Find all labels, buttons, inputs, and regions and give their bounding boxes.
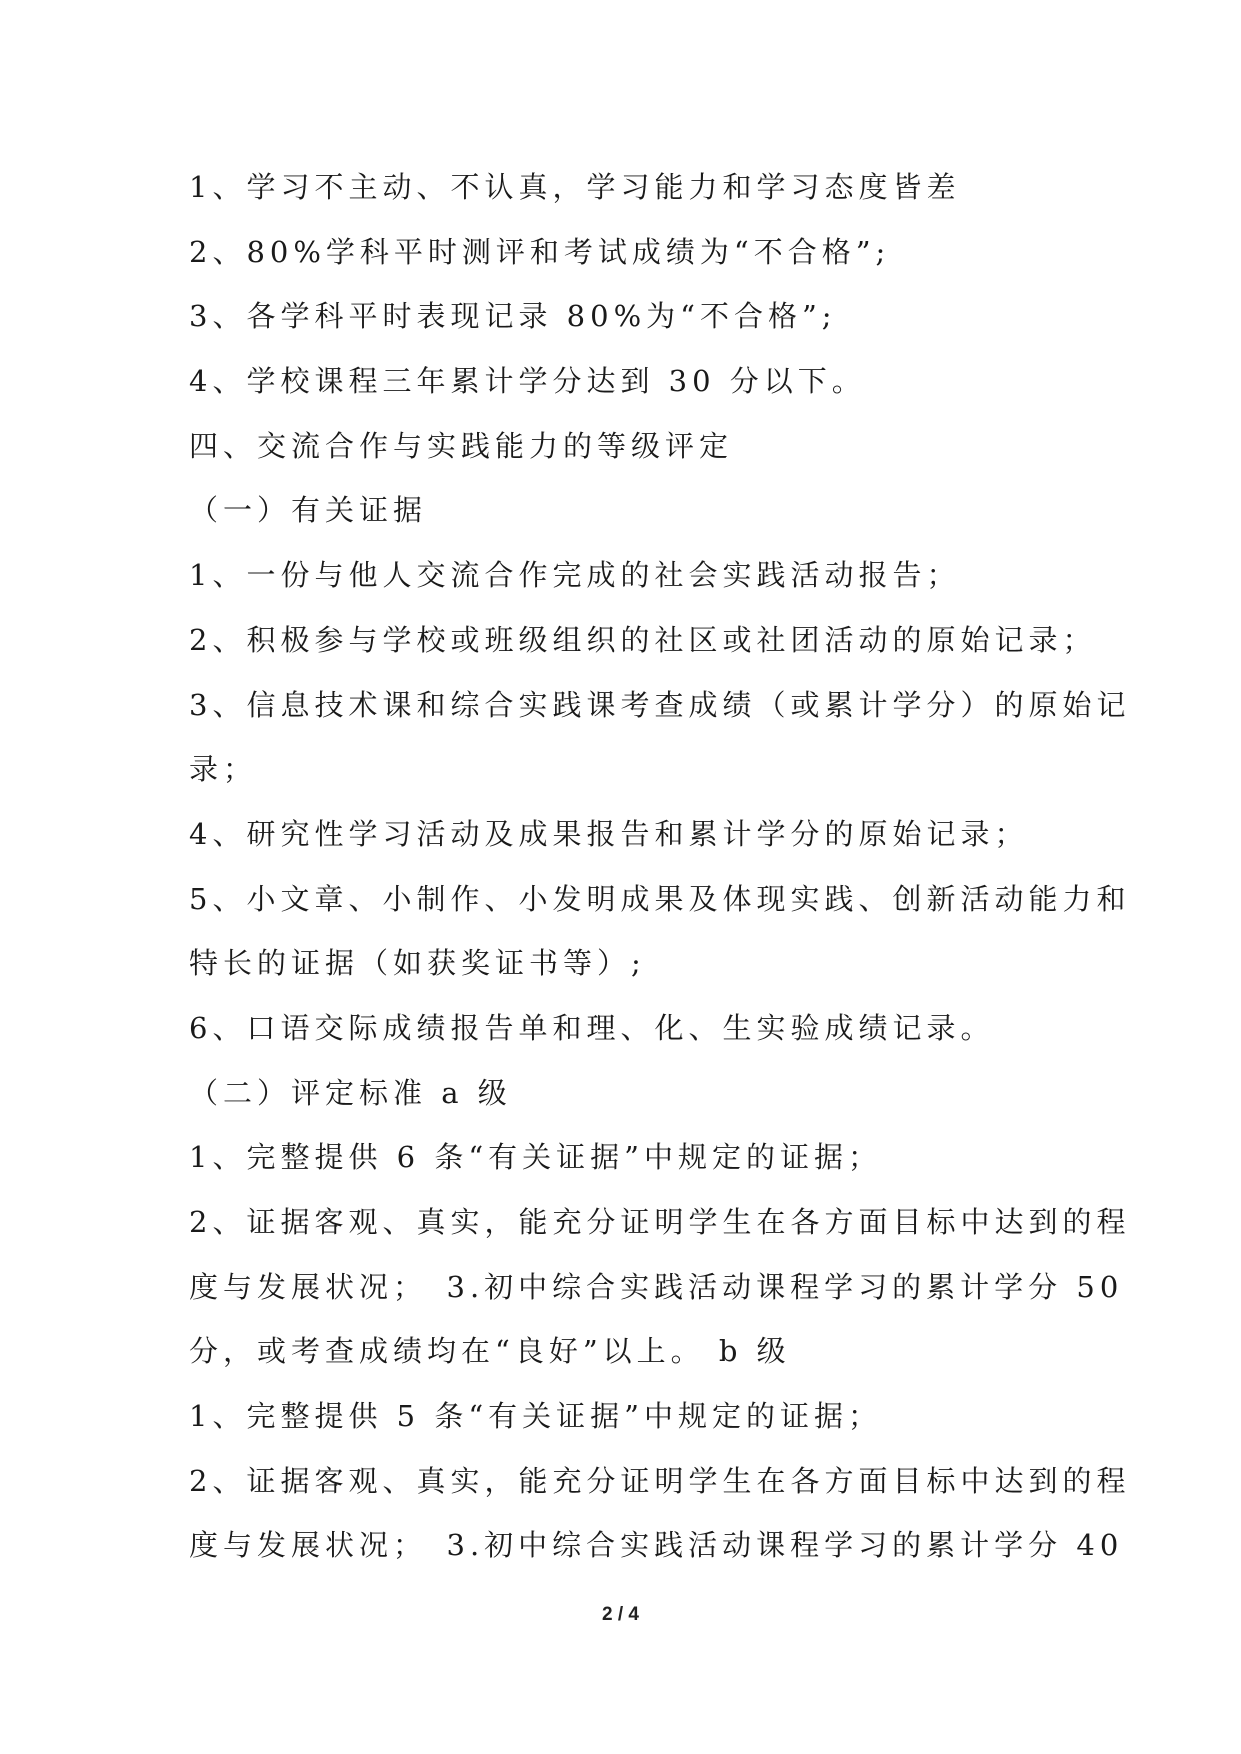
text-line: 2、证据客观、真实，能充分证明学生在各方面目标中达到的程 [189,1205,1131,1239]
text-line: 1、一份与他人交流合作完成的社会实践活动报告； [189,558,961,593]
document-body [189,155,1131,1578]
text-line: 5、小文章、小制作、小发明成果及体现实践、创新活动能力和 [189,881,1131,916]
text-line: 1、完整提供 5 条“有关证据”中规定的证据； [189,1399,882,1434]
text-line: 2、积极参与学校或班级组织的社区或社团活动的原始记录； [189,622,1097,657]
text-line: 2、证据客观、真实，能充分证明学生在各方面目标中达到的程 [189,1463,1131,1498]
text-line: 1、学习不主动、不认真，学习能力和学习态度皆差 [189,170,961,204]
text-line: 录； [189,752,258,787]
text-line: 2、80%学科平时测评和考试成绩为“不合格”; [189,234,891,269]
text-line: 度与发展状况； 3.初中综合实践活动课程学习的累计学分 50 [189,1269,1124,1304]
text-line: 4、学校课程三年累计学分达到 30 分以下。 [189,364,866,399]
text-line: 分，或考查成绩均在“良好”以上。 b 级 [189,1334,791,1369]
section-heading: 四、交流合作与实践能力的等级评定 [189,428,734,463]
text-line: 3、各学科平时表现记录 80%为“不合格”; [189,299,837,334]
page-number: 2 / 4 [602,1604,639,1625]
text-line: 特长的证据（如获奖证书等）; [189,946,646,981]
text-line: 3、信息技术课和综合实践课考查成绩（或累计学分）的原始记 [189,687,1131,722]
text-line: 1、完整提供 6 条“有关证据”中规定的证据； [189,1140,882,1175]
text-line: 度与发展状况； 3.初中综合实践活动课程学习的累计学分 40 [189,1528,1124,1563]
text-line: 6、口语交际成绩报告单和理、化、生实验成绩记录。 [189,1010,995,1045]
subsection-heading: （一）有关证据 [189,493,428,528]
text-line: 4、研究性学习活动及成果报告和累计学分的原始记录； [189,816,1029,851]
subsection-heading: （二）评定标准 a 级 [189,1075,512,1110]
